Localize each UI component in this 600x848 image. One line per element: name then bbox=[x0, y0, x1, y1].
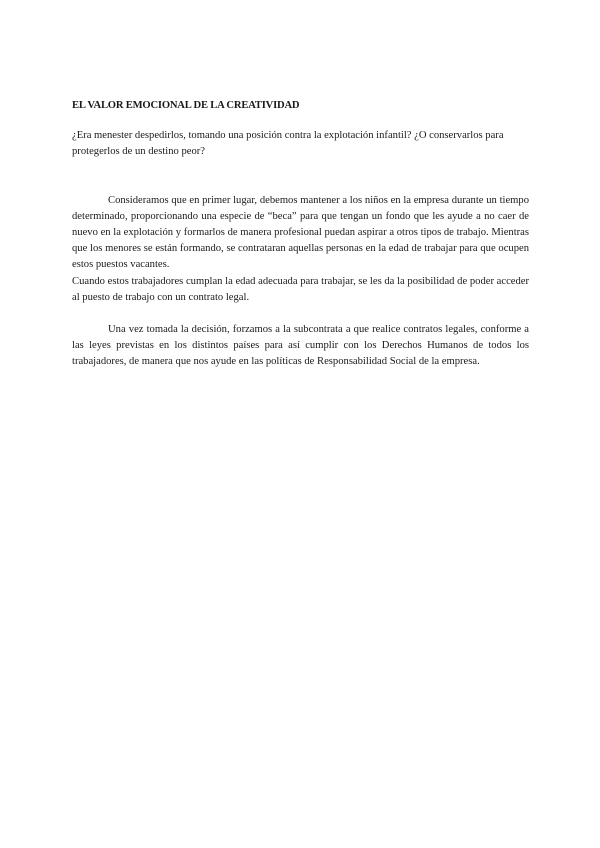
paragraph-2: Cuando estos trabajadores cumplan la edad adecuada para trabajar, se les da la posibilidad de poder acceder al puesto de trabajo con un contrato legal. bbox=[72, 275, 529, 303]
paragraph-3: Una vez tomada la decisión, forzamos a la subcontrata a que realice contratos legales, conforme a las leyes previstas en los distintos países para así cumplir con los Derechos Humanos de todos los trabajadores, de manera que nos ayude en las políticas de Responsabilidad Social de la empresa. bbox=[72, 324, 529, 368]
paragraph-1: Consideramos que en primer lugar, debemos mantener a los niños en la empresa durante un tiempo determinado, proporcionando una especie de “beca” para que tengan un fondo que les ayude a no caer de nuevo en la explotación y formarlos de manera profesional puedan aspirar a otros tipos de trabajo. Mientras que los menores se están formando, se contrataran aquellas personas en la edad de trabajar para que ocupen estos puestos vacantes. bbox=[72, 194, 529, 271]
document-page bbox=[72, 98, 529, 371]
spacer bbox=[72, 306, 529, 322]
intro-question: ¿Era menester despedirlos, tomando una posición contra la explotación infantil? ¿O conservarlos para protegerlos de un destino peor? bbox=[72, 130, 504, 158]
spacer bbox=[72, 177, 529, 193]
document-title: EL VALOR EMOCIONAL DE LA CREATIVIDAD bbox=[72, 100, 300, 111]
